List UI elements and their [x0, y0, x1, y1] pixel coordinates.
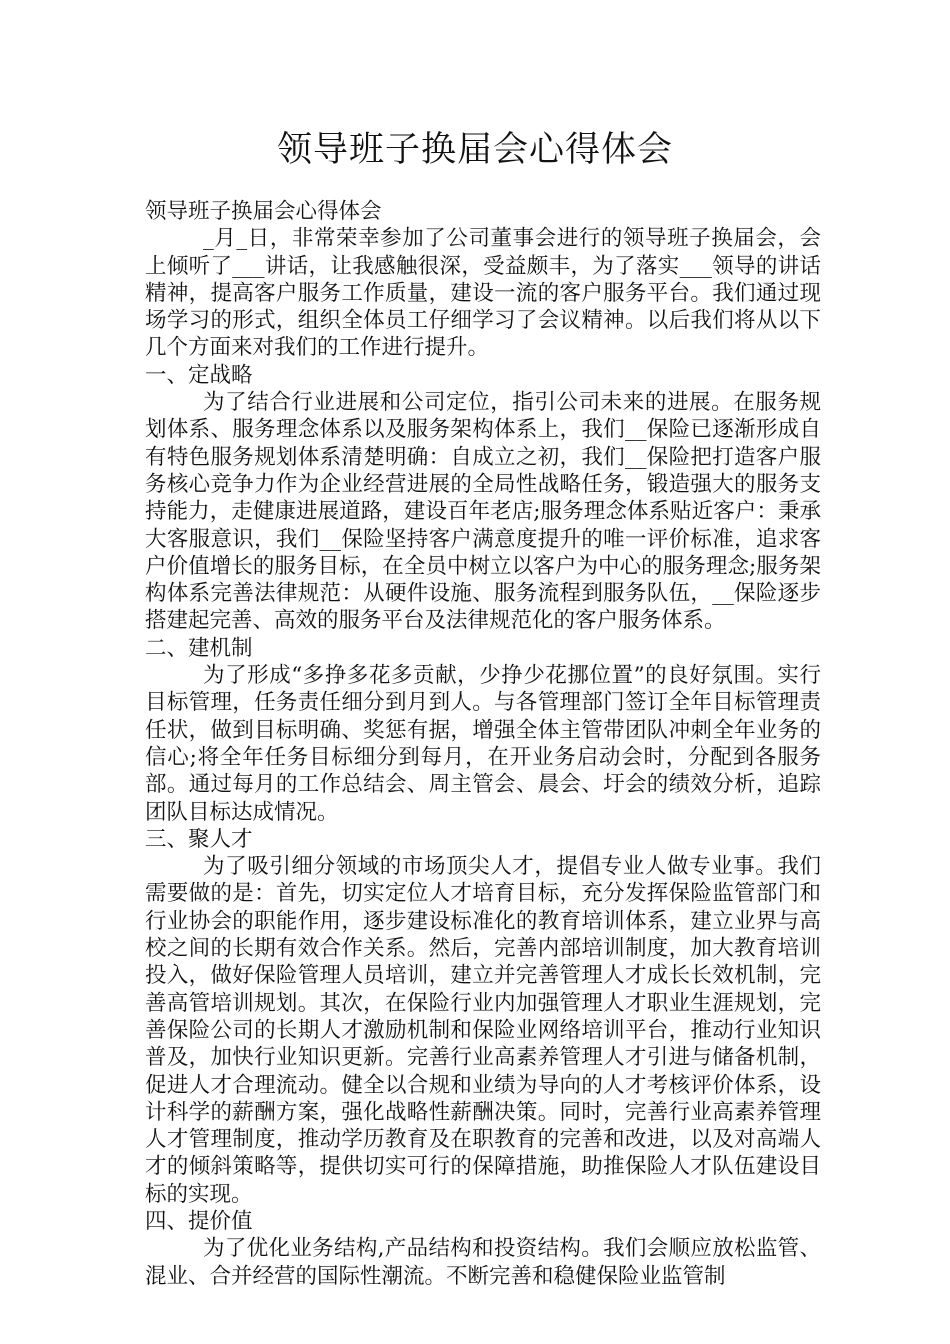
section-heading-strategy: 一、定战略	[145, 362, 253, 388]
section-heading-mechanism: 二、建机制	[145, 635, 253, 661]
document-subtitle: 领导班子换届会心得体会	[145, 199, 382, 224]
document-body	[145, 198, 821, 1290]
section-paragraph-strategy: 为了结合行业进展和公司定位，指引公司未来的进展。在服务规划体系、服务理念体系以及服务架构体系上，我们__保险已逐渐形成自有特色服务规划体系清楚明确：自成立之初，我们__保险把打造客户服务核心竞争力作为企业经营进展的全局性战略任务，锻造强大的服务支持能力，走健康进展道路，建设百年老店;服务理念体系贴近客户：秉承大客服意识，我们__保险坚持客户满意度提升的唯一评价标准，追求客户价值增长的服务目标，在全员中树立以客户为中心的服务理念;服务架构体系完善法律规范：从硬件设施、服务流程到服务队伍，__保险逐步搭建起完善、高效的服务平台及法律规范化的客户服务体系。	[145, 390, 821, 634]
section-paragraph-mechanism: 为了形成“多挣多花多贡献，少挣少花挪位置”的良好氛围。实行目标管理，任务责任细分到月到人。与各管理部门签订全年目标管理责任状，做到目标明确、奖惩有据，增强全体主管带团队冲刺全年业务的信心;将全年任务目标细分到每月，在开业务启动会时，分配到各服务部。通过每月的工作总结会、周主管会、晨会、圩会的绩效分析，追踪团队目标达成情况。	[145, 663, 821, 825]
section-paragraph-value: 为了优化业务结构,产品结构和投资结构。我们会顺应放松监管、混业、合并经营的国际性潮流。不断完善和稳健保险业监管制	[145, 1236, 821, 1289]
document-title: 领导班子换届会心得体会	[276, 130, 673, 170]
section-heading-value: 四、提价值	[145, 1208, 253, 1234]
section-paragraph-talent: 为了吸引细分领域的市场顶尖人才，提倡专业人做专业事。我们需要做的是：首先，切实定位人才培育目标，充分发挥保险监管部门和行业协会的职能作用，逐步建设标准化的教育培训体系，建立业界与高校之间的长期有效合作关系。然后，完善内部培训制度，加大教育培训投入，做好保险管理人员培训，建立并完善管理人才成长长效机制，完善高管培训规划。其次，在保险行业内加强管理人才职业生涯规划，完善保险公司的长期人才激励机制和保险业网络培训平台，推动行业知识普及，加快行业知识更新。完善行业高素养管理人才引进与储备机制，促进人才合理流动。健全以合规和业绩为导向的人才考核评价体系，设计科学的薪酬方案，强化战略性薪酬决策。同时，完善行业高素养管理人才管理制度，推动学历教育及在职教育的完善和改进，以及对高端人才的倾斜策略等，提供切实可行的保障措施，助推保险人才队伍建设目标的实现。	[145, 854, 821, 1207]
intro-paragraph: _月_日，非常荣幸参加了公司董事会进行的领导班子换届会，会上倾听了___讲话，让我感触很深，受益颇丰，为了落实___领导的讲话精神，提高客户服务工作质量，建设一流的客户服务平台。我们通过现场学习的形式，组织全体员工仔细学习了会议精神。以后我们将从以下几个方面来对我们的工作进行提升。	[145, 226, 821, 361]
section-heading-talent: 三、聚人才	[145, 826, 253, 852]
